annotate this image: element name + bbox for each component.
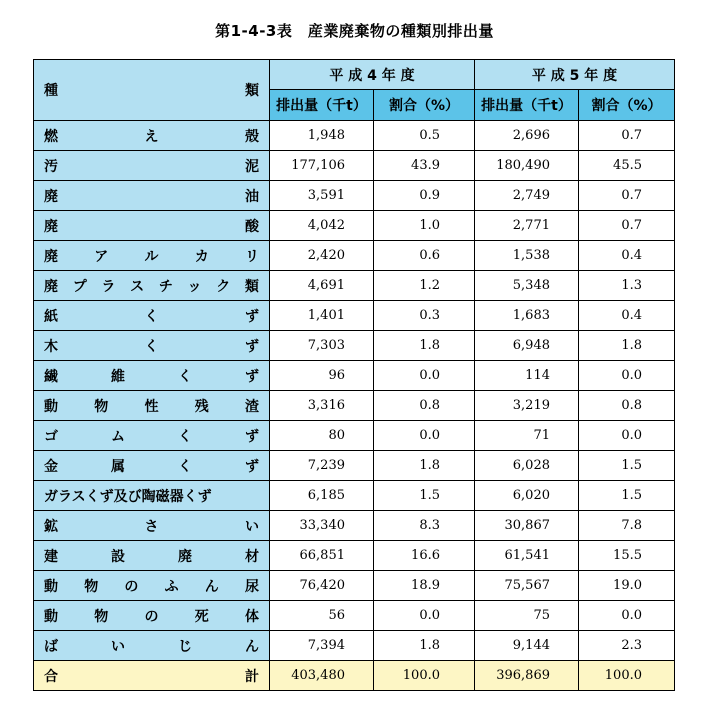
ratio-h5-cell: 0.8	[579, 391, 675, 421]
waste-type-char: 廃	[178, 548, 192, 565]
table-body	[34, 121, 675, 691]
waste-type-char: 汚	[44, 158, 58, 175]
waste-type-char: ッ	[187, 278, 202, 295]
waste-type-char: ず	[245, 428, 259, 445]
waste-type-char: 泥	[245, 158, 259, 175]
ratio-h5-cell: 19.0	[579, 571, 675, 601]
ratio-h5-cell: 1.5	[579, 451, 675, 481]
ratio-h4-cell: 0.0	[374, 361, 475, 391]
waste-type-char: い	[245, 518, 259, 535]
amount-h5-cell: 3,219	[475, 391, 579, 421]
ratio-h4-cell: 0.9	[374, 181, 475, 211]
waste-type-cell	[34, 211, 270, 241]
ratio-h4-cell: 1.8	[374, 331, 475, 361]
waste-type-char: 油	[245, 188, 259, 205]
ratio-h4-cell: 100.0	[374, 661, 475, 691]
waste-type-char: ス	[130, 278, 145, 295]
waste-type-char: ク	[216, 278, 231, 295]
amount-h5-cell: 2,771	[475, 211, 579, 241]
year2-header: 平 成 5 年 度	[475, 60, 675, 90]
waste-type-cell	[34, 301, 270, 331]
table-row	[34, 571, 675, 601]
waste-type-char: 燃	[44, 128, 58, 145]
waste-type-char: 鉱	[44, 518, 58, 535]
year1-header: 平 成 4 年 度	[270, 60, 475, 90]
waste-type-char: 動	[44, 608, 58, 625]
ratio-h5-cell: 0.4	[579, 301, 675, 331]
ratio-h4-cell: 0.3	[374, 301, 475, 331]
waste-type-char: 金	[44, 458, 58, 475]
amount-h4-cell: 1,401	[270, 301, 374, 331]
ratio-h4-cell: 0.5	[374, 121, 475, 151]
ratio-h5-cell: 0.0	[579, 421, 675, 451]
waste-type-char: チ	[158, 278, 173, 295]
waste-type-char: 材	[245, 548, 259, 565]
ratio-h5-cell: 15.5	[579, 541, 675, 571]
waste-type-cell	[34, 541, 270, 571]
waste-type-char: 物	[94, 398, 109, 415]
ratio-h5-cell: 45.5	[579, 151, 675, 181]
table-row	[34, 541, 675, 571]
ratio-h4-cell: 1.8	[374, 451, 475, 481]
waste-type-cell	[34, 631, 270, 661]
amount-h5-cell: 30,867	[475, 511, 579, 541]
amount-h4-cell: 1,948	[270, 121, 374, 151]
waste-type-cell	[34, 391, 270, 421]
amount-h5-cell: 75	[475, 601, 579, 631]
ratio-h5-cell: 0.7	[579, 181, 675, 211]
amount-h4-cell: 76,420	[270, 571, 374, 601]
table-row	[34, 511, 675, 541]
ratio-h5-cell: 100.0	[579, 661, 675, 691]
waste-type-char: ゴ	[44, 428, 58, 445]
amount-header: 排出量（千t）	[270, 90, 374, 121]
amount-h4-cell: 4,042	[270, 211, 374, 241]
ratio-header: 割合（%）	[374, 90, 475, 121]
waste-type-cell	[34, 181, 270, 211]
waste-type-char: ム	[111, 428, 125, 445]
waste-type-char: ア	[94, 248, 109, 265]
ratio-h5-cell: 7.8	[579, 511, 675, 541]
ratio-h5-cell: 1.5	[579, 481, 675, 511]
ratio-h5-cell: 1.8	[579, 331, 675, 361]
waste-type-cell	[34, 421, 270, 451]
waste-type-char: 木	[44, 338, 58, 355]
waste-type-char: カ	[194, 248, 209, 265]
waste-type-char: く	[144, 338, 159, 355]
waste-type-char: 廃	[44, 218, 58, 235]
waste-type-char: ん	[245, 638, 259, 655]
waste-type-cell	[34, 271, 270, 301]
waste-type-char: ず	[245, 308, 259, 325]
ratio-h4-cell: 1.2	[374, 271, 475, 301]
waste-type-char: え	[144, 128, 159, 145]
waste-type-char: の	[124, 578, 139, 595]
ratio-h5-cell: 0.7	[579, 121, 675, 151]
waste-type-char: 動	[44, 398, 58, 415]
waste-type-char: く	[178, 428, 192, 445]
waste-type-char: 死	[194, 608, 209, 625]
ratio-h4-cell: 0.6	[374, 241, 475, 271]
amount-header: 排出量（千t）	[475, 90, 579, 121]
table-row	[34, 451, 675, 481]
table-row	[34, 211, 675, 241]
waste-type-char: 尿	[244, 578, 259, 595]
waste-type-cell	[34, 331, 270, 361]
amount-h5-cell: 75,567	[475, 571, 579, 601]
waste-type-char: 属	[111, 458, 125, 475]
amount-h5-cell: 61,541	[475, 541, 579, 571]
amount-h5-cell: 9,144	[475, 631, 579, 661]
waste-type-char: く	[144, 308, 159, 325]
amount-h5-cell: 71	[475, 421, 579, 451]
amount-h5-cell: 5,348	[475, 271, 579, 301]
amount-h5-cell: 6,028	[475, 451, 579, 481]
ratio-h5-cell: 0.0	[579, 601, 675, 631]
ratio-h4-cell: 43.9	[374, 151, 475, 181]
waste-type-cell	[34, 511, 270, 541]
ratio-h5-cell: 1.3	[579, 271, 675, 301]
waste-type-char: 酸	[245, 218, 259, 235]
waste-type-char: ず	[245, 338, 259, 355]
waste-type-cell	[34, 151, 270, 181]
waste-type-char: ガラスくず及び陶磁器くず	[44, 488, 212, 505]
amount-h4-cell: 7,303	[270, 331, 374, 361]
waste-type-cell	[34, 571, 270, 601]
waste-type-char: 廃	[44, 278, 58, 295]
amount-h4-cell: 403,480	[270, 661, 374, 691]
table-row	[34, 151, 675, 181]
waste-type-char: ふ	[164, 578, 179, 595]
waste-type-char: ず	[245, 368, 259, 385]
amount-h4-cell: 3,316	[270, 391, 374, 421]
waste-type-char: く	[178, 458, 192, 475]
amount-h4-cell: 4,691	[270, 271, 374, 301]
amount-h4-cell: 7,239	[270, 451, 374, 481]
ratio-h4-cell: 0.8	[374, 391, 475, 421]
waste-type-char: 廃	[44, 188, 58, 205]
waste-type-char: ル	[144, 248, 159, 265]
amount-h5-cell: 2,696	[475, 121, 579, 151]
waste-type-char: 合	[44, 668, 58, 685]
waste-type-cell	[34, 661, 270, 691]
waste-type-cell	[34, 121, 270, 151]
waste-type-char: 繊	[44, 368, 58, 385]
table-row	[34, 301, 675, 331]
ratio-h4-cell: 18.9	[374, 571, 475, 601]
waste-type-char: 渣	[245, 398, 259, 415]
table-row	[34, 241, 675, 271]
ratio-h4-cell: 0.0	[374, 601, 475, 631]
waste-type-char: ず	[245, 458, 259, 475]
table-row	[34, 481, 675, 511]
amount-h5-cell: 6,948	[475, 331, 579, 361]
table-row	[34, 421, 675, 451]
amount-h4-cell: 56	[270, 601, 374, 631]
amount-h5-cell: 6,020	[475, 481, 579, 511]
table-row	[34, 601, 675, 631]
amount-h4-cell: 3,591	[270, 181, 374, 211]
waste-type-char: ば	[44, 638, 58, 655]
ratio-h4-cell: 1.0	[374, 211, 475, 241]
waste-type-cell	[34, 601, 270, 631]
waste-type-char: 建	[44, 548, 58, 565]
ratio-h5-cell: 0.4	[579, 241, 675, 271]
waste-type-char: 物	[84, 578, 99, 595]
kind-header	[34, 60, 270, 121]
amount-h4-cell: 6,185	[270, 481, 374, 511]
ratio-h5-cell: 0.7	[579, 211, 675, 241]
kind-header-char: 種	[44, 83, 58, 99]
waste-type-char: 殻	[245, 128, 259, 145]
waste-type-char: ん	[204, 578, 219, 595]
waste-table	[33, 59, 675, 691]
waste-type-char: 紙	[44, 308, 58, 325]
ratio-h4-cell: 8.3	[374, 511, 475, 541]
kind-header-char: 類	[245, 83, 259, 99]
waste-type-char: 維	[111, 368, 125, 385]
waste-type-char: 計	[245, 668, 259, 685]
amount-h5-cell: 1,683	[475, 301, 579, 331]
waste-type-char: 類	[244, 278, 259, 295]
waste-type-char: 廃	[44, 248, 58, 265]
table-row	[34, 121, 675, 151]
amount-h4-cell: 177,106	[270, 151, 374, 181]
ratio-h4-cell: 0.0	[374, 421, 475, 451]
waste-type-char: 物	[94, 608, 109, 625]
total-row	[34, 661, 675, 691]
ratio-h5-cell: 0.0	[579, 361, 675, 391]
waste-type-char: 残	[194, 398, 209, 415]
amount-h5-cell: 180,490	[475, 151, 579, 181]
table-row	[34, 631, 675, 661]
waste-type-char: ラ	[101, 278, 116, 295]
waste-type-char: 体	[245, 608, 259, 625]
waste-type-char: さ	[144, 518, 159, 535]
waste-type-cell	[34, 481, 270, 511]
table-row	[34, 331, 675, 361]
amount-h4-cell: 80	[270, 421, 374, 451]
ratio-h5-cell: 2.3	[579, 631, 675, 661]
table-row	[34, 271, 675, 301]
amount-h4-cell: 2,420	[270, 241, 374, 271]
waste-type-cell	[34, 361, 270, 391]
waste-type-char: じ	[178, 638, 192, 655]
table-row	[34, 361, 675, 391]
waste-type-char: く	[178, 368, 192, 385]
ratio-header: 割合（%）	[579, 90, 675, 121]
amount-h5-cell: 114	[475, 361, 579, 391]
amount-h4-cell: 7,394	[270, 631, 374, 661]
amount-h4-cell: 66,851	[270, 541, 374, 571]
ratio-h4-cell: 16.6	[374, 541, 475, 571]
waste-type-char: 性	[144, 398, 159, 415]
ratio-h4-cell: 1.8	[374, 631, 475, 661]
waste-type-char: リ	[245, 248, 259, 265]
waste-type-char: の	[144, 608, 159, 625]
page-title: 第1-4-3表 産業廃棄物の種類別排出量	[215, 22, 494, 40]
amount-h5-cell: 396,869	[475, 661, 579, 691]
ratio-h4-cell: 1.5	[374, 481, 475, 511]
waste-type-char: 動	[44, 578, 58, 595]
waste-type-char: い	[111, 638, 125, 655]
waste-type-cell	[34, 451, 270, 481]
table-row	[34, 181, 675, 211]
amount-h5-cell: 1,538	[475, 241, 579, 271]
amount-h4-cell: 96	[270, 361, 374, 391]
waste-type-char: 設	[111, 548, 125, 565]
waste-type-cell	[34, 241, 270, 271]
waste-type-char: プ	[72, 278, 87, 295]
amount-h5-cell: 2,749	[475, 181, 579, 211]
amount-h4-cell: 33,340	[270, 511, 374, 541]
table-row	[34, 391, 675, 421]
